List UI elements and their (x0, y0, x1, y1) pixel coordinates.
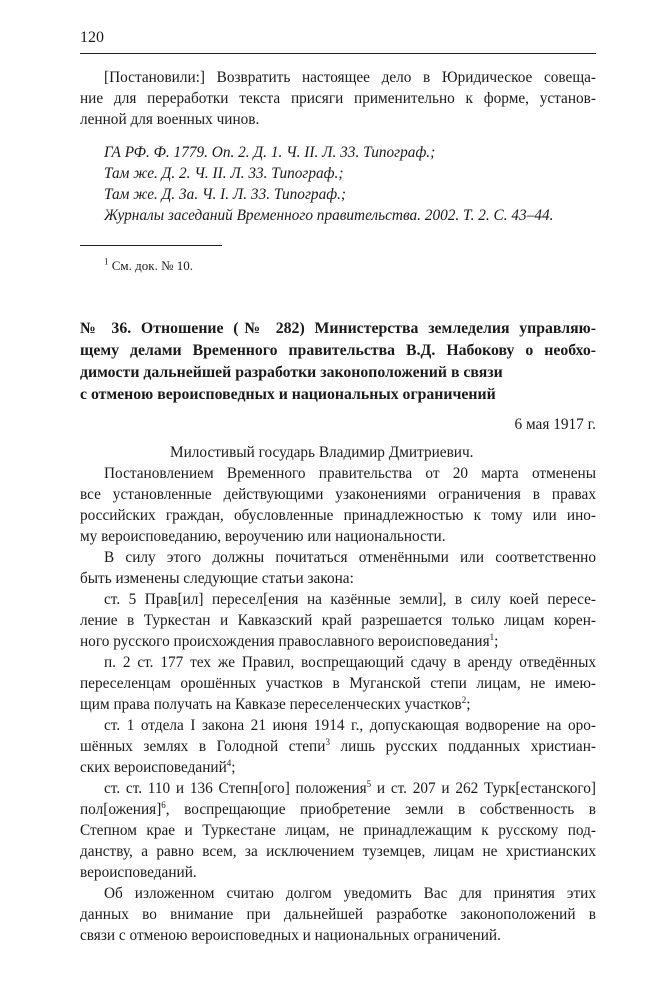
body-line: ских вероисповеданий$^4$; (80, 757, 236, 776)
body-line: ст. 1 отдела I закона 21 июня 1914 г., допускающая водворение на оро- (104, 717, 596, 734)
body-line: российских граждан, обусловленные принадлежностью к тому или ино- (80, 507, 596, 524)
footnote-ref: 3 (325, 736, 330, 747)
footnote-ref: 5 (366, 778, 372, 789)
footnote-ref: 4 (226, 757, 232, 768)
body-line: п. 2 ст. 177 тех же Правил, воспрещающий сдачу в аренду отведённых (104, 654, 596, 671)
footnote-ref: 2 (461, 694, 467, 705)
body-line: ст. ст. 110 и 136 Степн[ого] положения$^5$ и ст. 207 и 262 Турк[естанского] (104, 778, 597, 797)
body-line: Постановлением Временного правительства от 20 марта отменены (104, 465, 596, 482)
body-line: ного русского происхождения православного вероисповедания$^1$; (80, 631, 499, 650)
body-line: ст. 5 Прав[ил] пересел[ения на казённые земли], в силу коей пересе- (104, 591, 596, 608)
resolution-line: ние для переработки текста присяги применительно к форме, установ- (80, 90, 596, 107)
document-date: 6 мая 1917 г. (514, 416, 596, 433)
footnote-mark: 1 (104, 256, 109, 267)
footnote-text: См. док. № 10. (111, 258, 193, 273)
page-number: 120 (80, 29, 104, 46)
footnote-ref: 1 (489, 631, 495, 642)
source-reference: Там же. Д. 2. Ч. II. Л. 33. Типограф.; (104, 165, 344, 182)
page-header (80, 29, 596, 54)
body-line: щим права получать на Кавказе переселенческих участков$^2$; (80, 694, 471, 713)
document-heading-line: с отменою вероисповедных и национальных ограничений (80, 386, 496, 403)
body-line: вероисповеданий. (80, 864, 197, 881)
body-line: Об изложенном считаю долгом уведомить Вас для принятия этих (104, 885, 596, 902)
resolution-line: [Постановили:] Возвратить настоящее дело в Юридическое совеща- (104, 69, 596, 86)
body-line: В силу этого должны почитаться отменёнными или соответственно (104, 549, 596, 566)
footnote (104, 258, 596, 274)
document-heading-line: № 36. Отношение (№ 282) Министерства земледелия управляю- (80, 320, 596, 337)
body-line: шённых землях в Голодной степи$^3$ лишь русских подданных христиан- (80, 736, 596, 755)
body-line: быть изменены следующие статьи закона: (80, 570, 354, 587)
source-reference: ГА РФ. Ф. 1779. Оп. 2. Д. 1. Ч. II. Л. 33. Типограф.; (104, 144, 436, 161)
source-reference: Журналы заседаний Временного правительства. 2002. Т. 2. С. 43–44. (104, 207, 554, 224)
body-line: данству, а равно всем, за исключением туземцев, лицам не христианских (80, 843, 596, 860)
body-line: связи с отменою вероисповедных и национальных ограничений. (80, 927, 501, 944)
body-line: пол[ожения]$^6$, воспрещающие приобретение земли в собственность в (80, 799, 596, 818)
salutation: Милостивый государь Владимир Дмитриевич. (170, 444, 474, 461)
body-line: ление в Туркестан и Кавказский край разрешается только лицам корен- (80, 612, 596, 629)
footnote-rule (80, 245, 222, 246)
document-heading-line: щему делами Временного правительства В.Д. Набокову о необхо- (80, 342, 596, 359)
document-heading-line: димости дальнейшей разработки законоположений в связи (80, 364, 503, 381)
body-line: переселенцам орошённых участков в Муганской степи лицам, не имею- (80, 675, 596, 692)
footnote-ref: 6 (161, 799, 166, 810)
source-reference: Там же. Д. 3а. Ч. I. Л. 33. Типограф.; (104, 186, 346, 203)
body-line: Степном крае и Туркестане лицам, не принадлежащим к русскому под- (80, 822, 596, 839)
resolution-line: ленной для военных чинов. (80, 111, 260, 128)
body-line: все установленные действующими узаконениями ограничения в правах (80, 486, 596, 503)
body-line: данных во внимание при дальнейшей разработке законоположений в (80, 906, 596, 923)
body-line: му вероисповеданию, вероучению или национальности. (80, 528, 446, 545)
